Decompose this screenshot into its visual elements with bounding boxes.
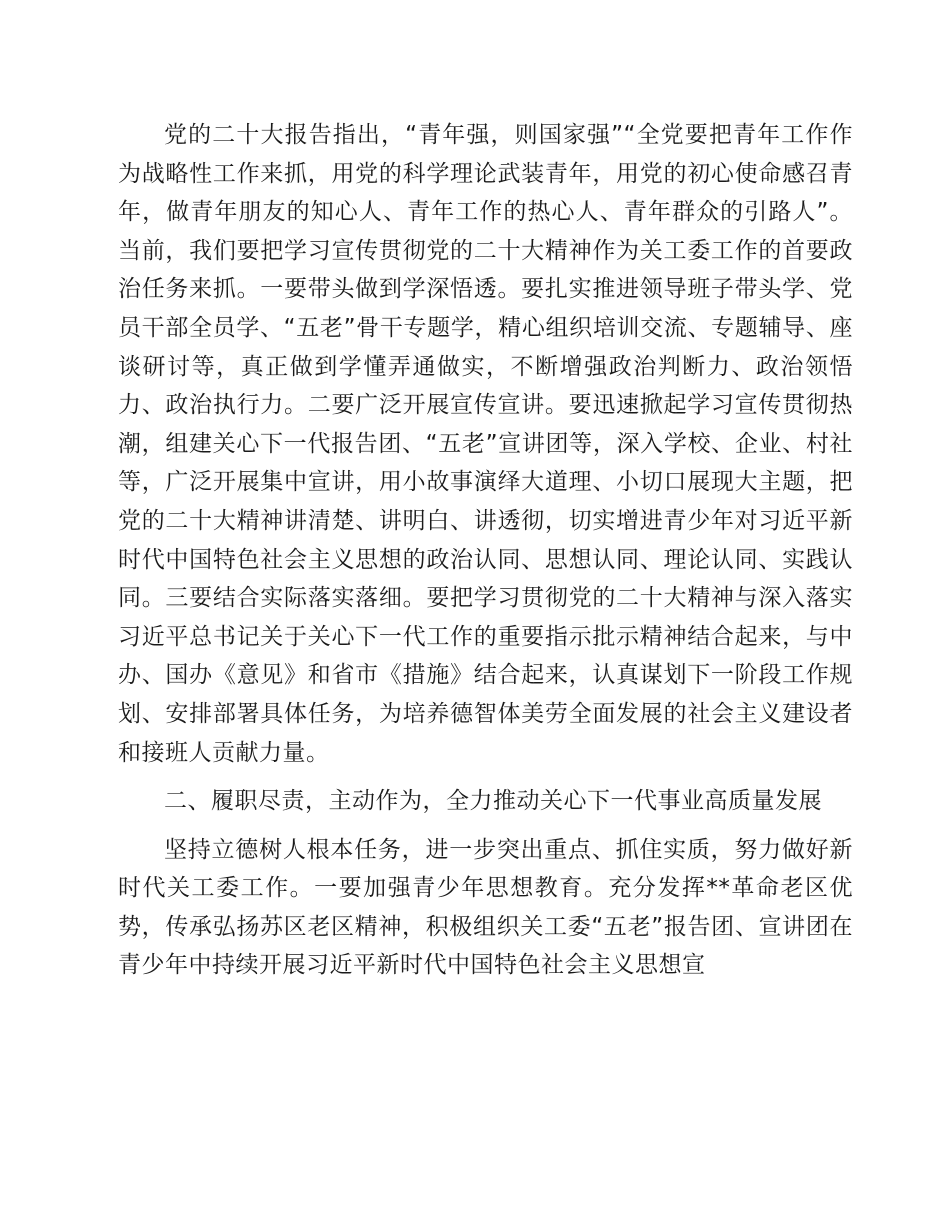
section-heading-2: 二、履职尽责，主动作为，全力推动关心下一代事业高质量发展 bbox=[164, 788, 822, 815]
body-paragraph-1: 党的二十大报告指出，“青年强，则国家强”“全党要把青年工作作为战略性工作来抓，用党的科学理论武装青年，用党的初心使命感召青年，做青年朋友的知心人、青年工作的热心人、青年群众的引路人”。当前，我们要把学习宣传贯彻党的二十大精神作为关工委工作的首要政治任务来抓。一要带头做到学深悟透。要扎实推进领导班子带头学、党员干部全员学、“五老”骨干专题学，精心组织培训交流、专题辅导、座谈研讨等，真正做到学懂弄通做实，不断增强政治判断力、政治领悟力、政治执行力。二要广泛开展宣传宣讲。要迅速掀起学习宣传贯彻热潮，组建关心下一代报告团、“五老”宣讲团等，深入学校、企业、村社等，广泛开展集中宣讲，用小故事演绎大道理、小切口展现大主题，把党的二十大精神讲清楚、讲明白、讲透彻，切实增进青少年对习近平新时代中国特色社会主义思想的政治认同、思想认同、理论认同、实践认同。三要结合实际落实落细。要把学习贯彻党的二十大精神与深入落实习近平总书记关于关心下一代工作的重要指示批示精神结合起来，与中办、国办《意见》和省市《措施》结合起来，认真谋划下一阶段工作规划、安排部署具体任务，为培养德智体美劳全面发展的社会主义建设者和接班人贡献力量。 bbox=[118, 122, 853, 766]
body-paragraph-2: 坚持立德树人根本任务，进一步突出重点、抓住实质，努力做好新时代关工委工作。一要加强青少年思想教育。充分发挥**革命老区优势，传承弘扬苏区老区精神，积极组织关工委“五老”报告团、宣讲团在青少年中持续开展习近平新时代中国特色社会主义思想宣 bbox=[118, 836, 853, 979]
document-page bbox=[118, 116, 853, 985]
